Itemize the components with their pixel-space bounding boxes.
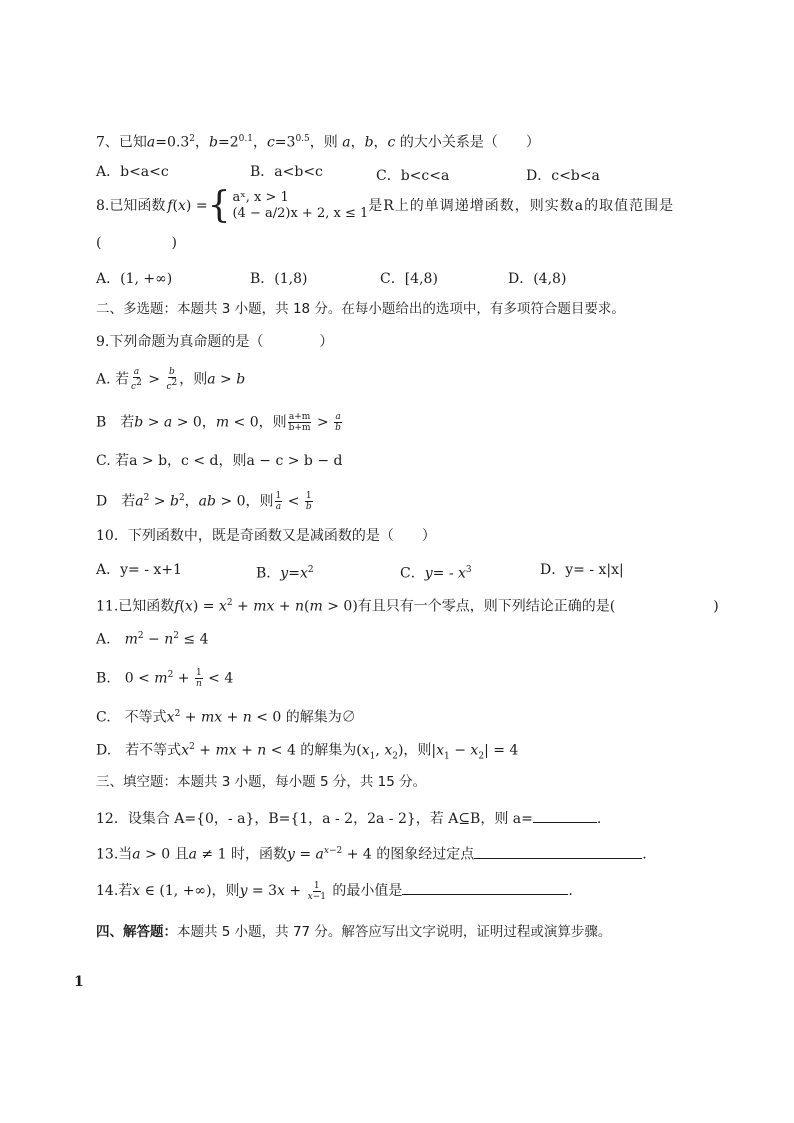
q7-option-b: B．a<b<c [250, 164, 323, 180]
q12-answer-blank[interactable] [533, 808, 597, 823]
q7-option-d: D．c<b<a [526, 168, 600, 184]
q8-case-2: (4 − a/2)x + 2, x ≤ 1 [232, 206, 369, 221]
q10-option-b: B．$y=x^2$ [256, 565, 314, 582]
q9-option-a: A. 若 $\frac{a}{c^2}$ > $\frac{b}{c^2}$ ，则a > b [96, 367, 246, 392]
q11-option-b: B. $0 < m^2$ + $\frac{1}{n}$ < 4 [96, 668, 234, 690]
q13-answer-blank[interactable] [474, 844, 642, 859]
q9-option-c: C. 若a > b，c < d，则a − c > b − d [96, 453, 343, 469]
q8-piecewise: { aˣ, x > 1 (4 − a/2)x + 2, x ≤ 1 [207, 185, 369, 226]
q7-option-c: C．b<c<a [376, 168, 450, 184]
page-number: 1 [74, 974, 84, 990]
section-4-rest: 本题共 5 小题，共 77 分。解答应写出文字说明，证明过程或演算步骤。 [177, 924, 612, 940]
q8-suffix: 是R上的单调递增函数，则实数a的取值范围是 [368, 198, 675, 214]
q11-stem: 11.已知函数$f(x) = x^2$ + mx + n(m > 0)有且只有一个零点，则下列结论正确的是( ) [96, 598, 719, 615]
q11-option-d: D. 若不等式$x^2$ + mx + n < 4 的解集为($x_1$, $x_2$)，则$|x_1 - x_2| = 4$ [96, 742, 519, 762]
q13-stem: 13.当a > 0 且a ≠ 1 时，函数$y = a^{x-2} + 4$ 的图象经过定点 . [96, 842, 647, 864]
q9-option-d: D 若$a^2 > b^2$，ab > 0，则 $\frac{1}{a}$ < $\frac{1}{b}$ [96, 491, 312, 513]
q8-option-d: D．(4,8) [508, 271, 567, 287]
q8-option-a: A．(1, +∞) [96, 271, 173, 287]
q14-answer-blank[interactable] [402, 880, 568, 895]
q10-option-d: D．y= - x|x| [540, 562, 624, 578]
q14-stem: 14.若x ∈ (1, +∞)，则y = 3x + $\frac{1}{x-1}$ 的最小值是 . [96, 880, 573, 902]
q10-option-c: C．$y= - x^3$ [400, 565, 472, 582]
q9-stem: 9.下列命题为真命题的是（ ） [96, 334, 334, 350]
section-2-header: 二、多选题：本题共 3 小题，共 18 分。在每小题给出的选项中，有多项符合题目要求。 [96, 301, 625, 317]
q8-prefix: 8.已知函数 [96, 198, 166, 214]
q11-option-c: C. 不等式$x^2$ + mx + n < 0 的解集为∅ [96, 709, 356, 726]
q7-option-a: A．b<a<c [96, 164, 169, 180]
q11-option-a: A. $m^2 - n^2 \le 4$ [96, 631, 209, 648]
q8-paren: ( ) [96, 235, 177, 251]
q8-case-1: aˣ, x > 1 [232, 190, 289, 205]
section-3-header: 三、填空题：本题共 3 小题，每小题 5 分，共 15 分。 [96, 774, 427, 790]
q10-option-a: A．y= - x+1 [96, 562, 182, 578]
q8-option-b: B．(1,8) [250, 271, 308, 287]
q8-option-c: C．[4,8) [380, 271, 438, 287]
q12-stem: 12．设集合 A={0，- a}，B={1，a - 2，2a - 2}，若 A⊆B，则 a= . [96, 808, 601, 828]
q7-stem: 7、已知$a=0.3^2$，$b=2^{0.1}$，$c=3^{0.5}$，则 a，b，c 的大小关系是（ ） [96, 134, 540, 151]
section-4-label: 四、解答题： [96, 924, 177, 940]
q10-stem: 10．下列函数中，既是奇函数又是减函数的是（ ） [96, 528, 436, 544]
q12-text: 12．设集合 A={0，- a}，B={1，a - 2，2a - 2}，若 A⊆B，则 a= [96, 811, 533, 827]
q8-stem: 8.已知函数 f ( x ) = { aˣ, x > 1 (4 − a/2)x + 2, x ≤ 1 是R上的单调递增函数，则实数a的取值范围是 [96, 185, 675, 226]
section-4-header [96, 923, 611, 941]
q9-option-b: B 若b > a > 0，m < 0，则 $\frac{a+m}{b+m}$ > $\frac{a}{b}$ [96, 412, 341, 433]
